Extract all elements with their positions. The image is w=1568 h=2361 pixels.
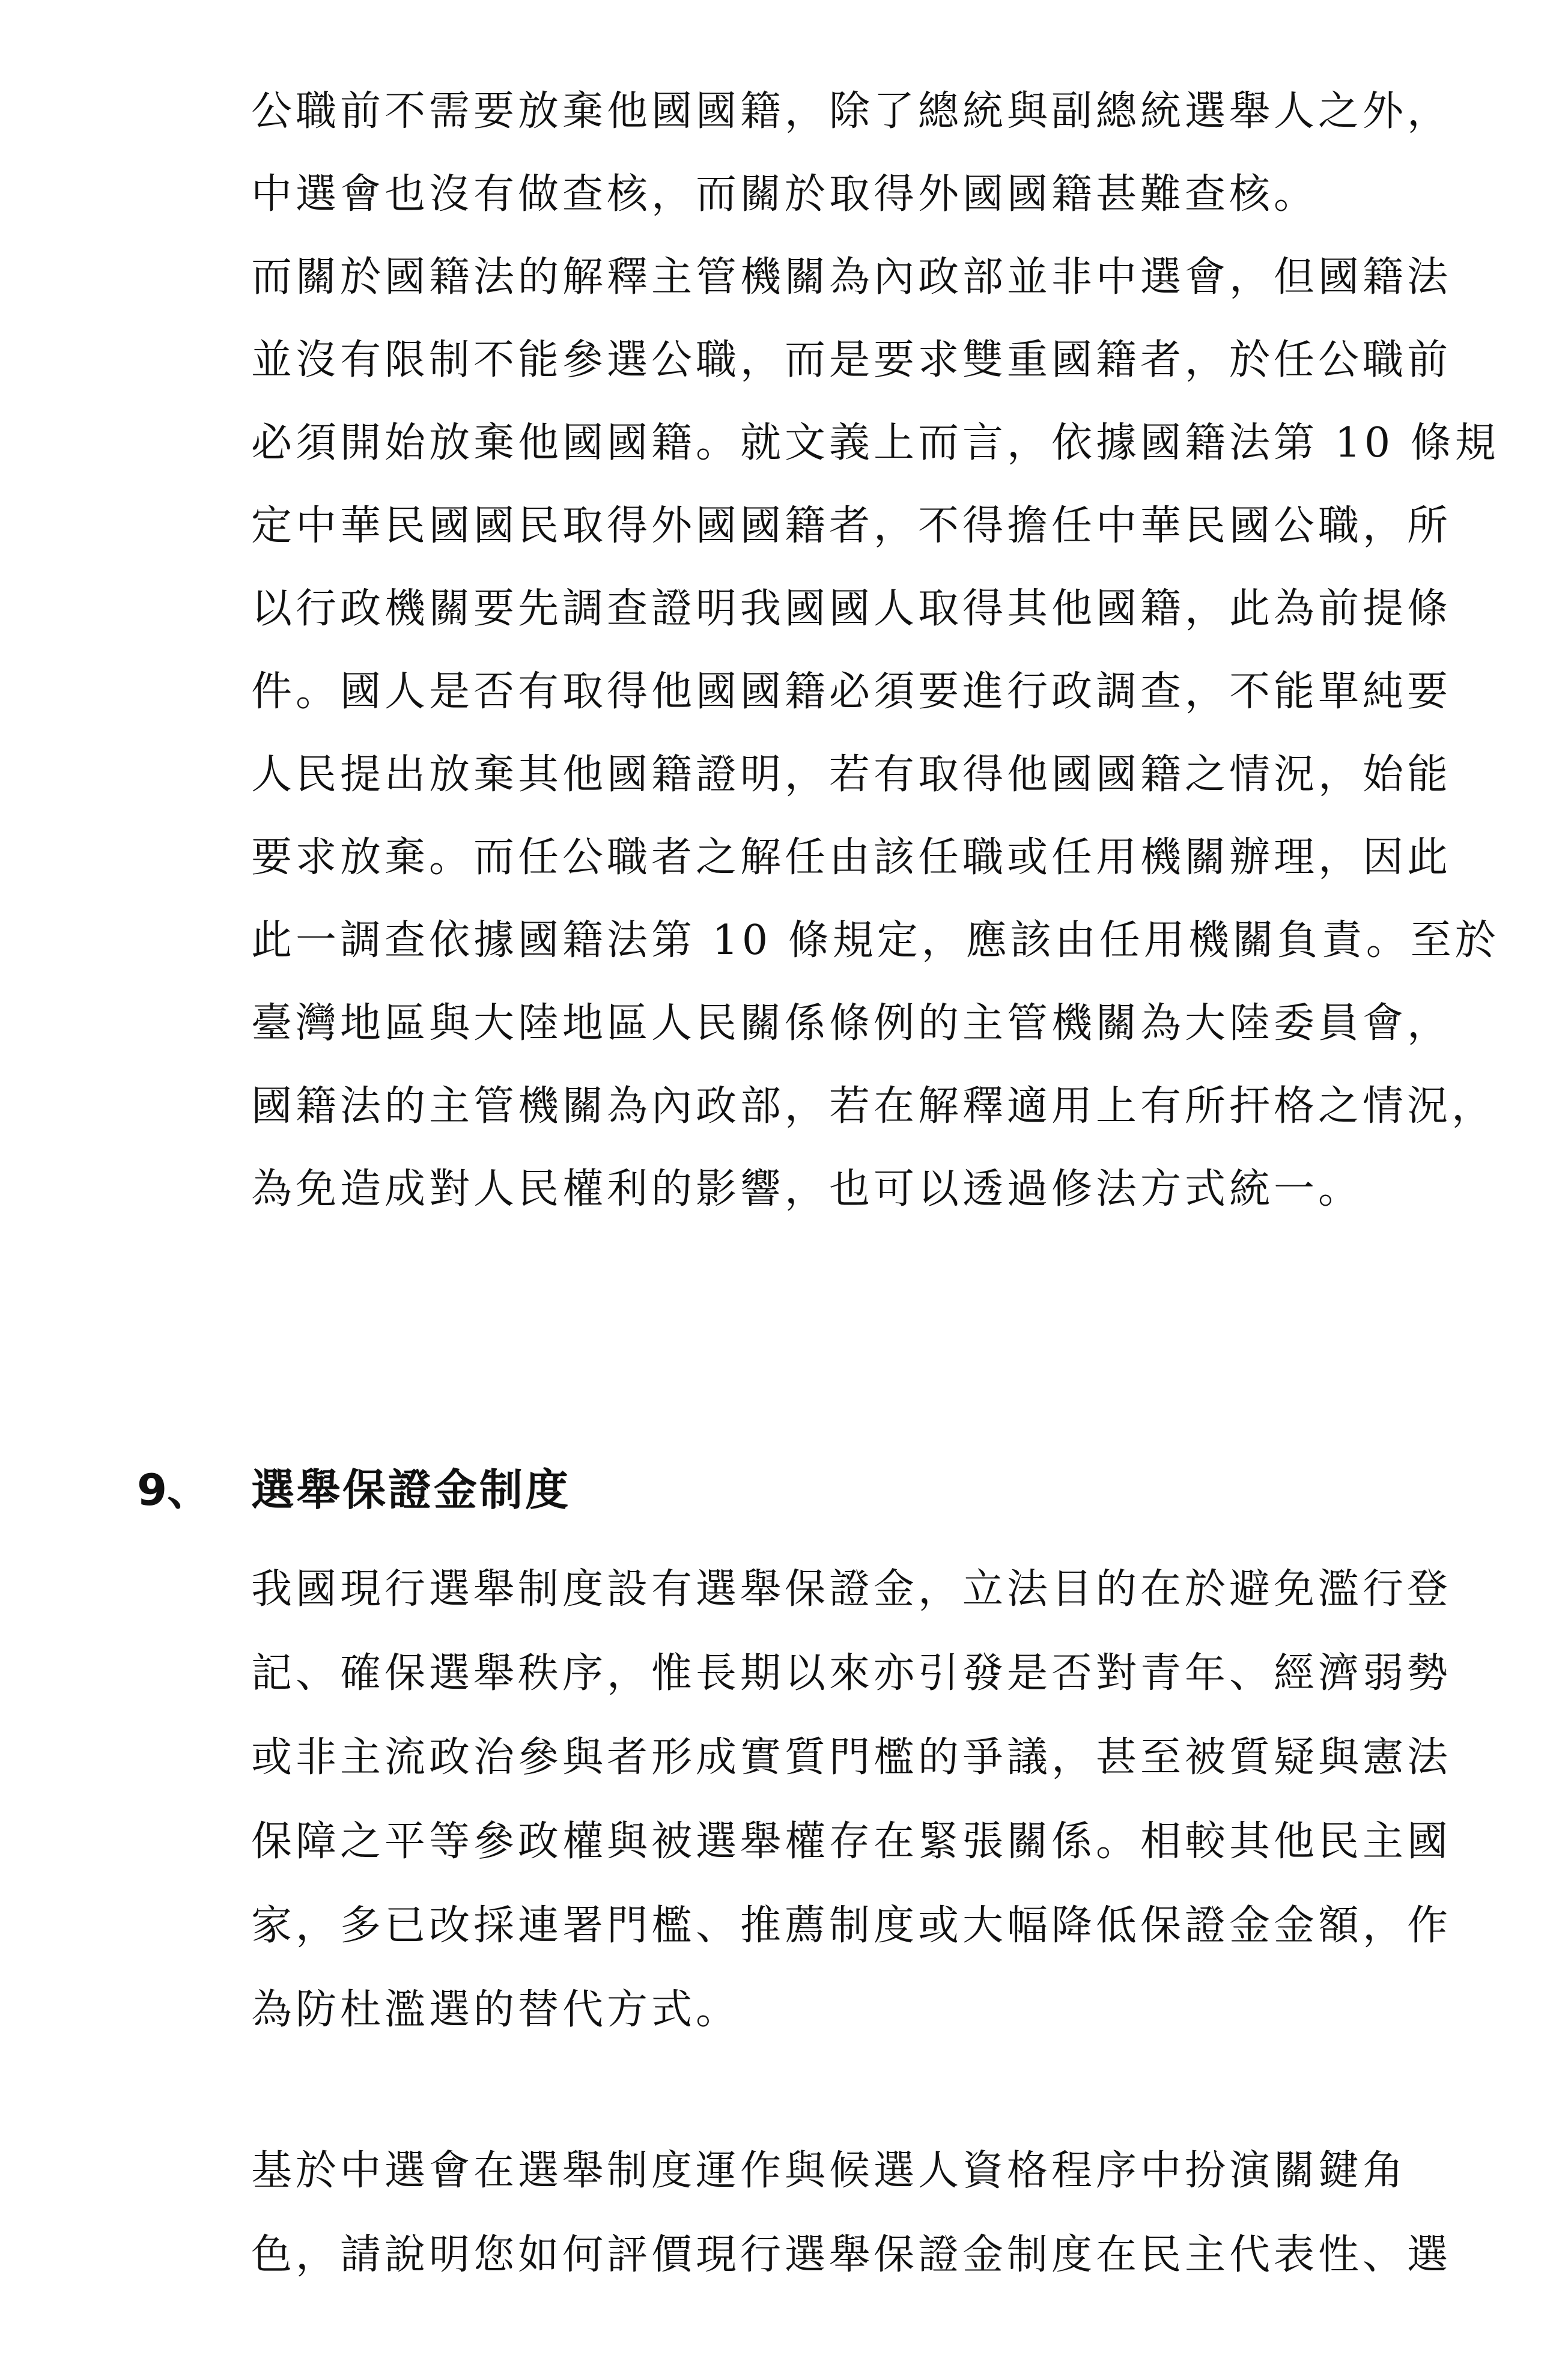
- text-line: 公職前不需要放棄他國國籍，除了總統與副總統選舉人之外，: [251, 88, 1452, 135]
- text-line: 保障之平等參政權與被選舉權存在緊張關係。相較其他民主國: [251, 1818, 1452, 1865]
- text-line: 中選會也沒有做查核，而關於取得外國國籍甚難查核。: [251, 171, 1319, 218]
- text-line: 為免造成對人民權利的影響，也可以透過修法方式統一。: [251, 1165, 1363, 1213]
- text-line: 我國現行選舉制度設有選舉保證金，立法目的在於避免濫行登: [251, 1566, 1452, 1613]
- text-line: 並沒有限制不能參選公職，而是要求雙重國籍者，於任公職前: [251, 336, 1452, 384]
- text-line: 或非主流政治參與者形成實質門檻的爭議，甚至被質疑與憲法: [251, 1734, 1452, 1781]
- text-line: 基於中選會在選舉制度運作與候選人資格程序中扮演關鍵角: [251, 2147, 1408, 2195]
- section-title: 選舉保證金制度: [251, 1465, 571, 1515]
- text-line: 件。國人是否有取得他國國籍必須要進行政調查，不能單純要: [251, 668, 1452, 716]
- text-line: 人民提出放棄其他國籍證明，若有取得他國國籍之情況，始能: [251, 751, 1452, 798]
- text-line: 必須開始放棄他國國籍。就文義上而言，依據國籍法第 10 條規: [251, 419, 1500, 467]
- text-line: 而關於國籍法的解釋主管機關為內政部並非中選會，但國籍法: [251, 254, 1452, 301]
- section-number: 9、: [137, 1465, 211, 1515]
- text-line: 以行政機關要先調查證明我國國人取得其他國籍，此為前提條: [251, 585, 1452, 633]
- text-line: 家，多已改採連署門檻、推薦制度或大幅降低保證金金額，作: [251, 1902, 1452, 1949]
- text-line: 記、確保選舉秩序，惟長期以來亦引發是否對青年、經濟弱勢: [251, 1650, 1452, 1697]
- text-line: 為防杜濫選的替代方式。: [251, 1986, 741, 2034]
- text-line: 此一調查依據國籍法第 10 條規定，應該由任用機關負責。至於: [251, 917, 1500, 964]
- text-line: 國籍法的主管機關為內政部，若在解釋適用上有所扞格之情況，: [251, 1083, 1497, 1130]
- text-line: 色，請說明您如何評價現行選舉保證金制度在民主代表性、選: [251, 2231, 1452, 2279]
- text-line: 要求放棄。而任公職者之解任由該任職或任用機關辦理，因此: [251, 834, 1452, 881]
- text-line: 臺灣地區與大陸地區人民關係條例的主管機關為大陸委員會，: [251, 1000, 1452, 1047]
- text-line: 定中華民國國民取得外國國籍者，不得擔任中華民國公職，所: [251, 502, 1452, 550]
